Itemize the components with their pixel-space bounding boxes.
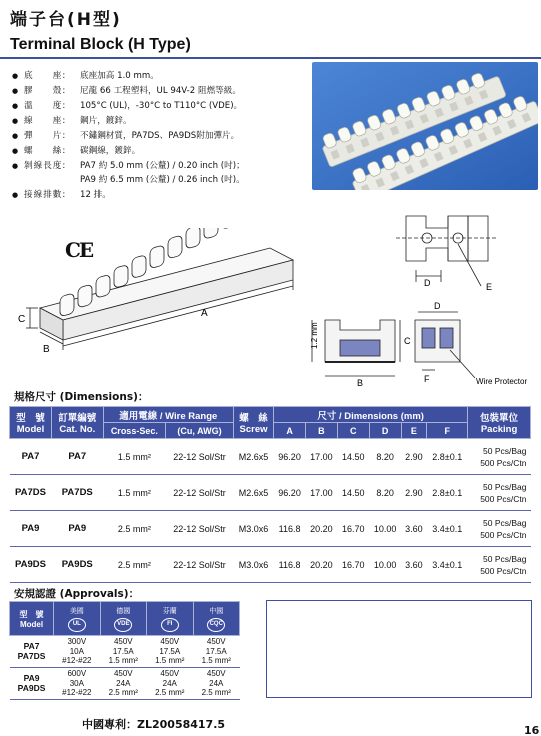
cqc-cert-icon: CQC xyxy=(207,618,225,632)
col-cross-sec: Cross-Sec. xyxy=(103,423,165,439)
dimensions-section-title: 規格尺寸 (Dimensions)： xyxy=(14,391,149,403)
col-screw: 螺 絲 Screw xyxy=(233,407,273,439)
spec-value: 105°C (UL)，-30°C to T110°C (VDE)。 xyxy=(80,101,243,111)
cell-screw: M2.6x5 xyxy=(233,475,273,511)
cell-awg: 22-12 Sol/Str xyxy=(166,547,234,583)
spec-key: ● 底 座: xyxy=(24,71,67,81)
spec-value: 碳鋼線，鍍鋅。 xyxy=(80,146,141,156)
cell-finland: 450V 17.5A 1.5 mm² xyxy=(147,636,193,668)
cell-c: 14.50 xyxy=(337,439,369,475)
col-wire-range: 適用電線 / Wire Range xyxy=(103,407,233,423)
spec-item xyxy=(12,115,312,129)
cell-screw: M3.0x6 xyxy=(233,511,273,547)
cell-model: PA7 xyxy=(10,439,52,475)
table-row xyxy=(10,668,240,700)
cell-cross: 2.5 mm² xyxy=(103,511,165,547)
cell-e: 3.60 xyxy=(401,547,427,583)
spec-key: ● 彈 片: xyxy=(24,131,67,141)
spec-list xyxy=(12,70,312,204)
col-china: 中國 CQC xyxy=(193,602,240,636)
spec-item xyxy=(12,130,312,144)
dim-label-a: A xyxy=(201,308,208,319)
wire-protector-label: Wire Protector xyxy=(476,377,528,386)
col-usa: 美國 UL xyxy=(54,602,101,636)
ul-cert-icon: UL xyxy=(68,618,86,632)
spec-value: 鋼片，鍍鋅。 xyxy=(80,116,132,126)
cell-cat: PA7DS xyxy=(51,475,103,511)
col-b: B xyxy=(305,423,337,439)
cell-c: 14.50 xyxy=(337,475,369,511)
blank-notes-box xyxy=(266,600,532,698)
cell-d: 8.20 xyxy=(369,475,401,511)
cell-e: 3.60 xyxy=(401,511,427,547)
spec-value: 尼龍 66 工程塑料，UL 94V-2 阻燃等級。 xyxy=(80,86,241,96)
spec-item xyxy=(12,70,312,84)
cell-usa: 300V 10A #12-#22 xyxy=(54,636,101,668)
cell-e: 2.90 xyxy=(401,475,427,511)
cell-f: 2.8±0.1 xyxy=(427,475,468,511)
cell-a: 116.8 xyxy=(274,511,306,547)
dim-label-c: C xyxy=(18,314,26,325)
spec-key: ● 接線排數: xyxy=(24,189,67,200)
cell-b: 17.00 xyxy=(305,439,337,475)
cell-cross: 1.5 mm² xyxy=(103,475,165,511)
ce-mark: CE xyxy=(65,238,93,262)
cell-germany: 450V 17.5A 1.5 mm² xyxy=(100,636,146,668)
table-row xyxy=(10,547,531,583)
spec-item xyxy=(12,85,312,99)
cell-cat: PA9DS xyxy=(51,547,103,583)
col-d: D xyxy=(369,423,401,439)
cell-model: PA7 PA7DS xyxy=(10,636,54,668)
section-view-drawing xyxy=(300,300,540,390)
dim-label-height: 1.2 mm xyxy=(310,322,319,349)
cell-e: 2.90 xyxy=(401,439,427,475)
dim-label-d2: D xyxy=(434,301,441,311)
cell-f: 3.4±0.1 xyxy=(427,511,468,547)
page-title-en: Terminal Block (H Type) xyxy=(10,36,191,53)
col-model: 型 號 Model xyxy=(10,407,52,439)
page-title-cn: 端子台(H型) xyxy=(10,10,122,30)
dimensions-table xyxy=(9,406,531,583)
cell-awg: 22-12 Sol/Str xyxy=(166,475,234,511)
cell-awg: 22-12 Sol/Str xyxy=(166,439,234,475)
col-finland: 芬蘭 FI xyxy=(147,602,193,636)
table-row xyxy=(10,511,531,547)
cell-cat: PA7 xyxy=(51,439,103,475)
table-row xyxy=(10,475,531,511)
cell-cat: PA9 xyxy=(51,511,103,547)
col-dimensions: 尺寸 / Dimensions (mm) xyxy=(274,407,468,423)
col-awg: (Cu, AWG) xyxy=(166,423,234,439)
col-model: 型 號 Model xyxy=(10,602,54,636)
cell-model: PA9 PA9DS xyxy=(10,668,54,700)
col-cat-no: 訂單編號 Cat. No. xyxy=(51,407,103,439)
dim-label-f: F xyxy=(424,374,430,384)
cell-f: 2.8±0.1 xyxy=(427,439,468,475)
product-photo xyxy=(312,62,538,190)
col-e: E xyxy=(401,423,427,439)
cell-packing: 50 Pcs/Bag 500 Pcs/Ctn xyxy=(468,439,531,475)
cell-finland: 450V 24A 2.5 mm² xyxy=(147,668,193,700)
cell-awg: 22-12 Sol/Str xyxy=(166,511,234,547)
cell-model: PA9DS xyxy=(10,547,52,583)
col-a: A xyxy=(274,423,306,439)
cell-model: PA9 xyxy=(10,511,52,547)
cell-a: 96.20 xyxy=(274,439,306,475)
title-divider xyxy=(0,57,541,59)
cell-china: 450V 24A 2.5 mm² xyxy=(193,668,240,700)
cell-screw: M2.6x5 xyxy=(233,439,273,475)
spec-item xyxy=(12,189,312,203)
cell-d: 10.00 xyxy=(369,511,401,547)
fi-cert-icon: FI xyxy=(161,618,179,632)
table-row xyxy=(10,636,240,668)
spec-value: 12 排。 xyxy=(80,189,111,200)
spec-value: 不鏽鋼材質，PA7DS、PA9DS附加彈片。 xyxy=(80,131,240,141)
spec-value: 底座加高 1.0 mm。 xyxy=(80,71,159,81)
dim-label-b2: B xyxy=(357,378,364,388)
cell-germany: 450V 24A 2.5 mm² xyxy=(100,668,146,700)
cell-cross: 2.5 mm² xyxy=(103,547,165,583)
spec-key: ● 剝線長度: xyxy=(24,161,67,171)
dim-label-c2: C xyxy=(404,336,411,346)
approvals-section-title: 安規認證 (Approvals)： xyxy=(14,588,140,600)
spec-key: ● 膠 殼: xyxy=(24,86,67,96)
spec-item xyxy=(12,100,312,114)
patent-number: 中國專利：ZL20058417.5 xyxy=(82,718,226,731)
cell-screw: M3.0x6 xyxy=(233,547,273,583)
front-view-drawing xyxy=(396,206,536,296)
cell-b: 20.20 xyxy=(305,547,337,583)
terminal-block-drawing xyxy=(18,228,308,388)
dim-label-e: E xyxy=(486,282,493,292)
cell-a: 96.20 xyxy=(274,475,306,511)
cell-packing: 50 Pcs/Bag 500 Pcs/Ctn xyxy=(468,475,531,511)
spec-item xyxy=(12,160,312,187)
table-row xyxy=(10,439,531,475)
cell-a: 116.8 xyxy=(274,547,306,583)
vde-cert-icon: VDE xyxy=(114,618,132,632)
cell-f: 3.4±0.1 xyxy=(427,547,468,583)
dim-label-b: B xyxy=(43,344,50,355)
cell-c: 16.70 xyxy=(337,511,369,547)
dim-label-d: D xyxy=(424,278,431,288)
cell-d: 10.00 xyxy=(369,547,401,583)
page-number: 16 xyxy=(524,724,540,736)
col-packing: 包裝單位 Packing xyxy=(468,407,531,439)
cell-usa: 600V 30A #12-#22 xyxy=(54,668,101,700)
cell-b: 17.00 xyxy=(305,475,337,511)
spec-key: ● 線 座: xyxy=(24,116,67,126)
col-germany: 德國 VDE xyxy=(100,602,146,636)
spec-key: ● 螺 絲: xyxy=(24,146,67,156)
spec-item xyxy=(12,145,312,159)
spec-value: PA7 約 5.0 mm (公釐) / 0.20 inch (吋)； PA9 約 6.5 mm (公釐) / 0.26 inch (吋)。 xyxy=(80,161,245,185)
col-c: C xyxy=(337,423,369,439)
cell-packing: 50 Pcs/Bag 500 Pcs/Ctn xyxy=(468,547,531,583)
spec-key: ● 溫 度: xyxy=(24,101,67,111)
cell-b: 20.20 xyxy=(305,511,337,547)
cell-cross: 1.5 mm² xyxy=(103,439,165,475)
cell-china: 450V 17.5A 1.5 mm² xyxy=(193,636,240,668)
approvals-table xyxy=(9,601,240,700)
cell-d: 8.20 xyxy=(369,439,401,475)
cell-c: 16.70 xyxy=(337,547,369,583)
cell-packing: 50 Pcs/Bag 500 Pcs/Ctn xyxy=(468,511,531,547)
cell-model: PA7DS xyxy=(10,475,52,511)
col-f: F xyxy=(427,423,468,439)
